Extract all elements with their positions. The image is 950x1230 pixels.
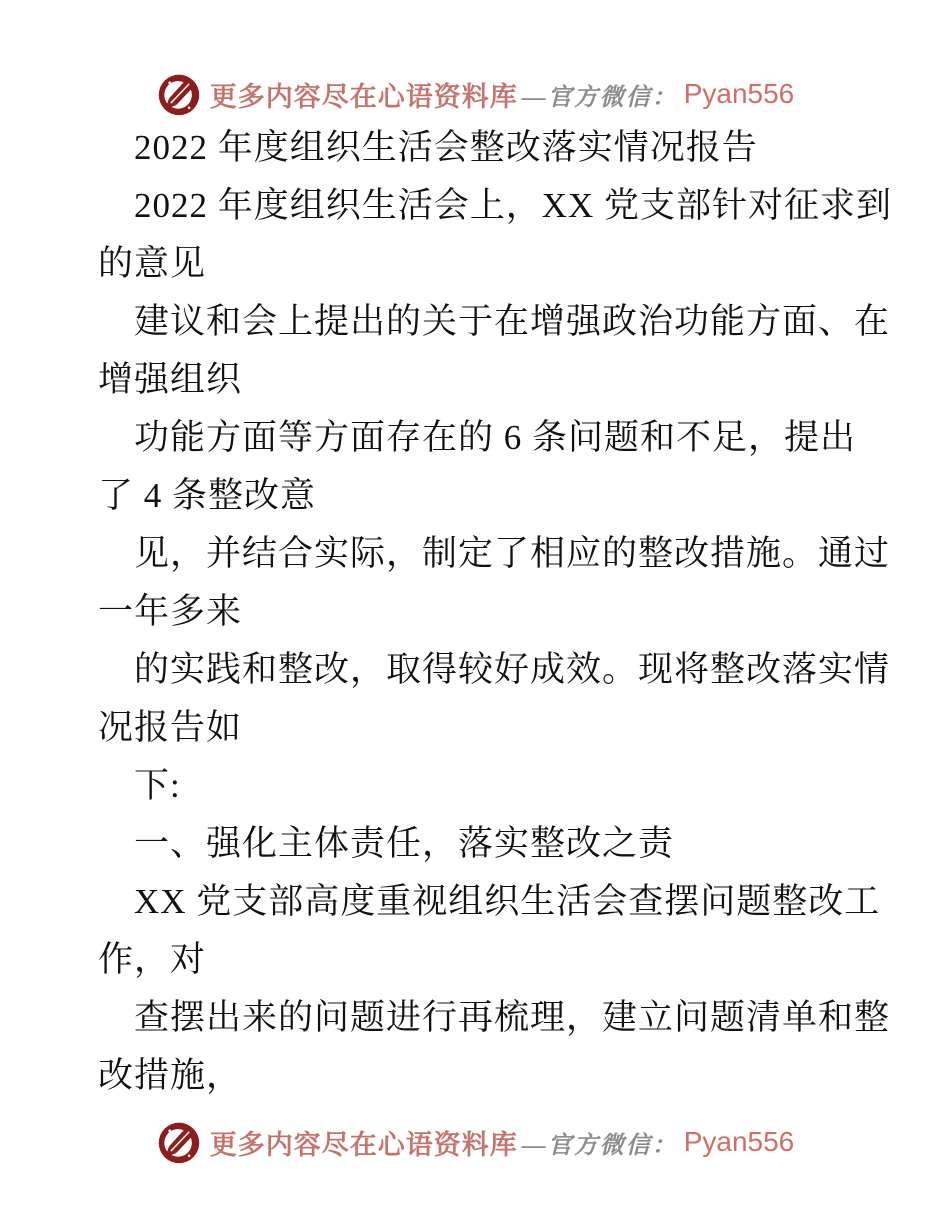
- document-line: 作，对: [98, 940, 207, 979]
- document-line: 了 4 条整改意: [98, 476, 317, 515]
- document-line: 查摆出来的问题进行再梳理，建立问题清单和整: [134, 998, 891, 1037]
- document-line: 改措施，: [98, 1056, 243, 1095]
- header-watermark: [0, 68, 950, 120]
- document-line: XX 党支部高度重视组织生活会查摆问题整改工: [134, 882, 881, 921]
- document-line: 2022 年度组织生活会上，XX 党支部针对征求到: [134, 186, 893, 225]
- document-line: 的意见: [98, 244, 207, 283]
- document-line: 增强组织: [98, 360, 243, 399]
- watermark-brand-text: 更多内容尽在心语资料库: [209, 1129, 518, 1160]
- document-line: 况报告如: [98, 708, 243, 747]
- document-line: 一、强化主体责任，落实整改之责: [134, 824, 675, 863]
- watermark-wechat-id: Pyan556: [683, 1126, 795, 1157]
- document-line: 2022 年度组织生活会整改落实情况报告: [134, 128, 758, 167]
- pen-circle-logo-icon: [156, 1117, 202, 1167]
- watermark-label: —官方微信：: [521, 84, 678, 111]
- pen-circle-logo-icon: [156, 69, 202, 119]
- footer-watermark: [0, 1116, 950, 1168]
- document-body: [98, 119, 893, 1105]
- document-line: 的实践和整改，取得较好成效。现将整改落实情: [134, 650, 891, 689]
- document-line: 功能方面等方面存在的 6 条问题和不足，提出: [134, 418, 857, 457]
- document-line: 下:: [134, 766, 181, 805]
- document-line: 见，并结合实际，制定了相应的整改措施。通过: [134, 534, 891, 573]
- document-line: 建议和会上提出的关于在增强政治功能方面、在: [134, 302, 891, 341]
- watermark-wechat-id: Pyan556: [683, 78, 795, 109]
- watermark-label: —官方微信：: [521, 1132, 678, 1159]
- document-line: 一年多来: [98, 592, 243, 631]
- watermark-brand-text: 更多内容尽在心语资料库: [209, 81, 518, 112]
